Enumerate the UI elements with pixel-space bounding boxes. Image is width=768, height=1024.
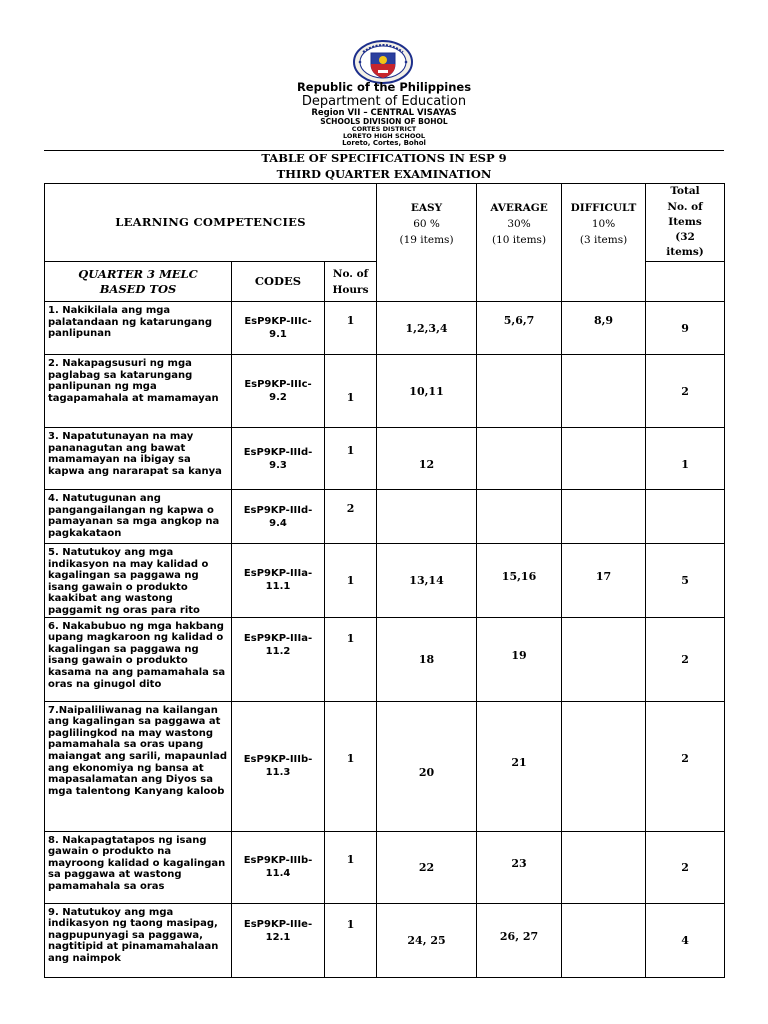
code-cell: EsP9KP-IIIc- 9.2	[232, 355, 325, 428]
average-cell	[477, 355, 562, 428]
total-cell: 2	[646, 701, 725, 831]
competency-cell: 8. Nakapagtatapos ng isang gawain o produkto na mayroong kalidad o kagalingan sa paggawa at wastong pamamahala sa oras	[45, 831, 232, 903]
average-cell	[477, 428, 562, 490]
difficult-header-items: (3 items)	[579, 234, 628, 246]
average-header-percent: 30%	[507, 218, 531, 230]
difficult-header	[562, 184, 646, 302]
table-row	[45, 903, 725, 977]
hours-cell: 1	[325, 831, 377, 903]
competency-cell: 1. Nakikilala ang mga palatandaan ng katarungang panlipunan	[45, 302, 232, 355]
school-address: Loreto, Cortes, Bohol	[342, 139, 426, 147]
competency-cell: 4. Natutugunan ang pangangailangan ng kapwa o pamayanan sa mga angkop na pagkakataon	[45, 490, 232, 544]
easy-cell: 10,11	[377, 355, 477, 428]
table-row	[45, 355, 725, 428]
hours-cell: 1	[325, 355, 377, 428]
code-cell: EsP9KP-IIId- 9.4	[232, 490, 325, 544]
hours-header-line1: No. of	[332, 267, 369, 280]
district-heading: CORTES DISTRICT	[351, 125, 417, 133]
easy-cell: 13,14	[377, 544, 477, 618]
total-cell: 9	[646, 302, 725, 355]
melc-header	[45, 262, 232, 302]
hours-cell: 1	[325, 617, 377, 701]
total-cell: 2	[646, 831, 725, 903]
average-cell: 26, 27	[477, 903, 562, 977]
hours-header-line2: Hours	[332, 283, 369, 296]
competency-cell: 3. Napatutunayan na may pananagutan ang bawat mamamayan na ibigay sa kapwa ang nararapat sa kanya	[45, 428, 232, 490]
hours-cell: 2	[325, 490, 377, 544]
table-row	[45, 428, 725, 490]
difficult-cell	[562, 617, 646, 701]
table-row	[45, 490, 725, 544]
average-cell: 23	[477, 831, 562, 903]
table-row	[45, 701, 725, 831]
competency-cell: 6. Nakabubuo ng mga hakbang upang magkaroon ng kalidad o kagalingan sa paggawa ng isang gawain o produkto kasama na ang pamamahala sa oras na ginugol dito	[45, 617, 232, 701]
code-cell: EsP9KP-IIIa- 11.1	[232, 544, 325, 618]
easy-cell: 20	[377, 701, 477, 831]
total-cell: 4	[646, 903, 725, 977]
difficult-cell	[562, 903, 646, 977]
table-row	[45, 544, 725, 618]
code-cell: EsP9KP-IIIc- 9.1	[232, 302, 325, 355]
difficult-cell	[562, 355, 646, 428]
total-cell: 5	[646, 544, 725, 618]
easy-cell: 22	[377, 831, 477, 903]
hours-cell: 1	[325, 302, 377, 355]
difficult-cell	[562, 701, 646, 831]
average-cell: 5,6,7	[477, 302, 562, 355]
competency-cell: 2. Nakapagsusuri ng mga paglabag sa katarungang panlipunan ng mga tagapamahala at mamamayan	[45, 355, 232, 428]
easy-cell: 12	[377, 428, 477, 490]
average-cell: 19	[477, 617, 562, 701]
total-cell: 2	[646, 355, 725, 428]
code-cell: EsP9KP-IIIb- 11.3	[232, 701, 325, 831]
competency-cell: 7.Naipaliliwanag na kailangan ang kagalingan sa paggawa at paglilingkod na may wastong pamamahala sa oras upang maiangat ang sarili, mapaunlad ang ekonomiya ng bansa at mapasalamatan ang Diyos sa mga talentong Kanyang kaloob	[45, 701, 232, 831]
hours-header	[325, 262, 377, 302]
easy-header	[377, 184, 477, 302]
document-title: TABLE OF SPECIFICATIONS IN ESP 9	[261, 151, 507, 165]
difficult-cell: 17	[562, 544, 646, 618]
school-heading: LORETO HIGH SCHOOL	[342, 132, 426, 140]
competency-cell: 5. Natutukoy ang mga indikasyon na may kalidad o kagalingan sa paggawa ng isang gawain o produkto kaakibat ang wastong paggamit ng oras para rito	[45, 544, 232, 618]
average-cell: 21	[477, 701, 562, 831]
code-cell: EsP9KP-IIIe- 12.1	[232, 903, 325, 977]
difficult-cell	[562, 428, 646, 490]
total-header-line5: items)	[666, 246, 704, 259]
average-header-items: (10 items)	[492, 234, 547, 246]
republic-heading: Republic of the Philippines	[296, 80, 472, 94]
easy-header-percent: 60 %	[413, 218, 440, 230]
melc-header-line1: QUARTER 3 MELC	[78, 266, 198, 281]
hours-cell: 1	[325, 544, 377, 618]
average-header	[477, 184, 562, 302]
hours-cell: 1	[325, 428, 377, 490]
difficult-header-percent: 10%	[591, 218, 616, 230]
total-header-line4: (32	[675, 231, 695, 244]
code-cell: EsP9KP-IIIb- 11.4	[232, 831, 325, 903]
table-header-row	[45, 184, 725, 262]
easy-cell	[377, 490, 477, 544]
code-cell: EsP9KP-IIId- 9.3	[232, 428, 325, 490]
average-cell: 15,16	[477, 544, 562, 618]
code-cell: EsP9KP-IIIa- 11.2	[232, 617, 325, 701]
easy-header-items: (19 items)	[399, 234, 454, 246]
total-header-line1: Total	[670, 185, 700, 198]
department-heading: Department of Education	[301, 94, 467, 109]
hours-cell: 1	[325, 903, 377, 977]
total-header-blank	[646, 262, 725, 302]
melc-header-line2: BASED TOS	[99, 281, 177, 296]
deped-seal-icon	[351, 40, 415, 84]
easy-cell: 18	[377, 617, 477, 701]
total-cell: 2	[646, 617, 725, 701]
table-row	[45, 831, 725, 903]
table-row	[45, 617, 725, 701]
easy-cell: 24, 25	[377, 903, 477, 977]
average-header-label: AVERAGE	[490, 202, 548, 214]
competency-cell: 9. Natutukoy ang mga indikasyon ng taong masipag, nagpupunyagi sa paggawa, nagtitipid at pinamamahalaan ang naimpok	[45, 903, 232, 977]
average-cell	[477, 490, 562, 544]
difficult-cell	[562, 490, 646, 544]
difficult-header-label: DIFFICULT	[570, 202, 637, 214]
total-header	[646, 184, 725, 262]
codes-header: CODES	[232, 262, 325, 302]
easy-cell: 1,2,3,4	[377, 302, 477, 355]
specifications-table	[44, 183, 725, 978]
division-heading: SCHOOLS DIVISION OF BOHOL	[320, 117, 448, 126]
document-subtitle: THIRD QUARTER EXAMINATION	[276, 167, 492, 181]
total-cell	[646, 490, 725, 544]
difficult-cell	[562, 831, 646, 903]
hours-cell: 1	[325, 701, 377, 831]
difficult-cell: 8,9	[562, 302, 646, 355]
table-row	[45, 302, 725, 355]
total-header-line3: Items	[668, 215, 702, 228]
region-heading: Region VII – CENTRAL VISAYAS	[311, 108, 457, 118]
total-cell: 1	[646, 428, 725, 490]
total-header-line2: No. of	[667, 200, 703, 213]
easy-header-label: EASY	[410, 202, 443, 214]
learning-competencies-header: LEARNING COMPETENCIES	[45, 184, 377, 262]
